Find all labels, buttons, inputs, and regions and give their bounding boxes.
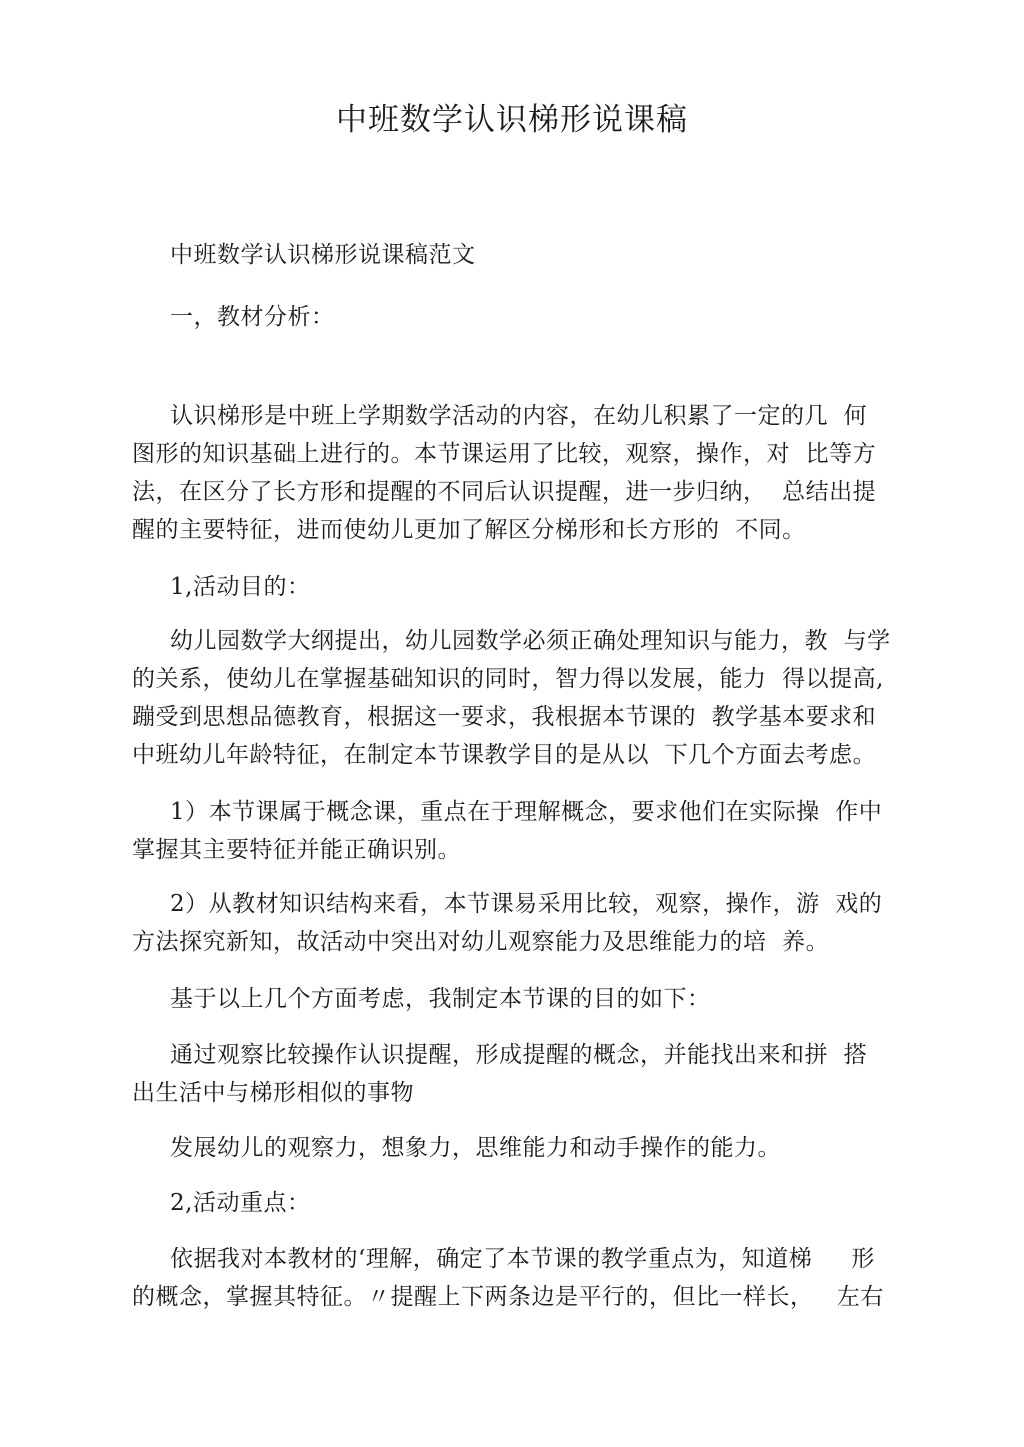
paragraph-line: 1）本节课属于概念课，重点在于理解概念，要求他们在实际操 作中 [170, 799, 883, 825]
paragraph-line: 出生活中与梯形相似的事物 [132, 1080, 414, 1106]
paragraph-line: 法，在区分了长方形和提醒的不同后认识提醒，进一步归纳， 总结出提 [132, 479, 877, 505]
paragraph-line: 方法探究新知，故活动中突出对幼儿观察能力及思维能力的培 养。 [132, 929, 830, 955]
paragraph-line: 中班幼儿年龄特征，在制定本节课教学目的是从以 下几个方面去考虑。 [132, 742, 877, 768]
paragraph-line: 幼儿园数学大纲提出，幼儿园数学必须正确处理知识与能力，教 与学 [170, 628, 891, 654]
paragraph-line: 通过观察比较操作认识提醒，形成提醒的概念，并能找出来和拼 搭 [170, 1042, 868, 1068]
paragraph-line: 认识梯形是中班上学期数学活动的内容，在幼儿积累了一定的几 何 [170, 403, 868, 429]
paragraph-line: 2）从教材知识结构来看，本节课易采用比较，观察，操作，游 戏的 [170, 891, 883, 917]
subsection-heading: 1,活动目的： [170, 574, 311, 600]
paragraph-line: 图形的知识基础上进行的。本节课运用了比较，观察，操作，对 比等方 [132, 441, 877, 467]
subsection-heading: 2,活动重点： [170, 1190, 311, 1216]
paragraph-line: 醒的主要特征，进而使幼儿更加了解区分梯形和长方形的 不同。 [132, 517, 806, 543]
paragraph-line: 掌握其主要特征并能正确识别。 [132, 837, 461, 863]
subtitle-line: 中班数学认识梯形说课稿范文 [170, 242, 476, 268]
paragraph-line: 的关系，使幼儿在掌握基础知识的同时，智力得以发展，能力 得以提高, [132, 666, 884, 692]
paragraph-line: 蹦受到思想品德教育，根据这一要求，我根据本节课的 教学基本要求和 [132, 704, 877, 730]
paragraph-line: 依据我对本教材的‘理解，确定了本节课的教学重点为，知道梯 形 [170, 1246, 875, 1272]
paragraph-line: 发展幼儿的观察力，想象力，思维能力和动手操作的能力。 [170, 1135, 781, 1161]
section-heading: 一，教材分析： [170, 304, 335, 330]
paragraph-line: 的概念，掌握其特征。〃提醒上下两条边是平行的，但比一样长， 左右 [132, 1284, 884, 1310]
document-title: 中班数学认识梯形说课稿 [336, 102, 688, 138]
paragraph-line: 基于以上几个方面考虑，我制定本节课的目的如下： [170, 986, 711, 1012]
